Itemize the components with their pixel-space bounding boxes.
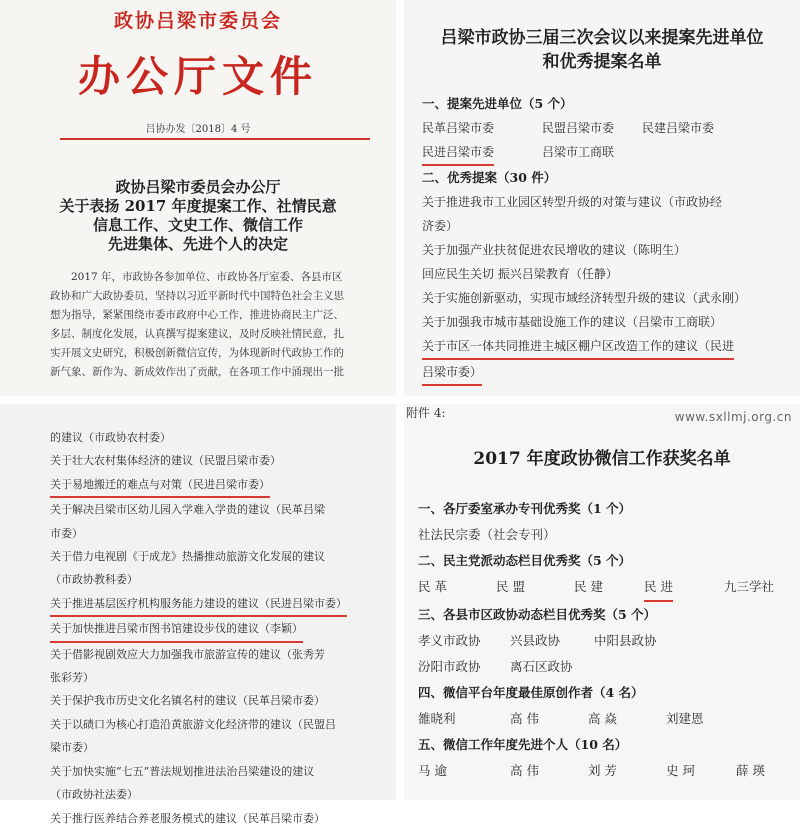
award-row [418, 628, 798, 654]
proposal-item: 的建议（市政协农村委） [50, 431, 171, 444]
unit-row [422, 140, 792, 166]
section-heading: 一、提案先进单位（5 个） [422, 96, 573, 111]
section-heading: 二、优秀提案（30 件） [422, 170, 557, 185]
award-item: 汾阳市政协 [418, 659, 481, 674]
unit-row [422, 116, 792, 140]
proposal-item: 关于借力电视剧《于成龙》热播推动旅游文化发展的建议 [50, 550, 325, 564]
section-heading: 三、各县市区政协动态栏目优秀奖（5 个） [418, 607, 657, 622]
body-line: 想为指导，紧紧围绕市委市政府中心工作，推进协商民主广泛、 [50, 309, 344, 321]
document-header: 办公厅文件 [77, 52, 318, 101]
award-list [418, 496, 798, 784]
award-item: 雒晓利 [418, 711, 456, 726]
proposal-item: 关于加快推进吕梁市图书馆建设步伐的建议（李颖） [50, 617, 303, 642]
award-item: 马 逾 [418, 763, 447, 778]
award-item: 民 进 [644, 574, 673, 602]
unit-name: 民建吕梁市委 [642, 121, 715, 135]
decision-body [50, 268, 370, 382]
award-item: 社法民宗委（社会专刊） [418, 527, 556, 542]
document-photo-4 [404, 404, 800, 800]
proposal-item: 吕梁市委） [422, 360, 482, 386]
unit-name: 吕梁市工商联 [542, 145, 615, 159]
proposal-item: 关于借影视剧效应大力加强我市旅游宣传的建议（张秀芳 [50, 647, 325, 661]
section-heading: 一、各厅委室承办专刊优秀奖（1 个） [418, 501, 632, 516]
document-photo-3 [0, 404, 396, 825]
proposal-item: 济委） [422, 219, 459, 233]
proposal-item: 关于易地搬迁的难点与对策（民进吕梁市委） [50, 473, 270, 498]
body-line: 2017 年，市政协各参加单位、市政协各厅室委、各县市区 [71, 271, 343, 283]
award-item: 刘 芳 [588, 763, 617, 778]
proposal-item: 关于推进我市工业园区转型升级的对策与建议（市政协经 [422, 195, 723, 209]
body-line: 多层、制度化发展，认真撰写提案建议，及时反映社情民意，扎 [50, 328, 344, 340]
proposal-item: 回应民生关切 振兴吕梁教育（任静） [422, 267, 618, 281]
unit-name: 民革吕梁市委 [422, 121, 495, 135]
document-photo-1 [0, 0, 396, 396]
red-divider [60, 138, 370, 140]
title-line: 信息工作、文史工作、微信工作 [92, 216, 303, 234]
award-item: 民 盟 [496, 579, 525, 594]
body-line: 政协和广大政协委员，坚持以习近平新时代中国特色社会主义思 [50, 290, 344, 302]
section-heading: 四、微信平台年度最佳原创作者（4 名） [418, 685, 644, 700]
award-row [418, 758, 798, 784]
unit-name: 民进吕梁市委 [422, 140, 494, 166]
award-item: 薛 瑛 [736, 763, 765, 778]
award-item: 高 焱 [588, 711, 617, 726]
proposal-item: 关于解决吕梁市区幼儿园入学难入学贵的建议（民革吕梁 [50, 503, 325, 517]
award-item: 史 珂 [666, 763, 695, 778]
proposal-item: 市委） [50, 526, 83, 540]
award-row [418, 654, 798, 680]
body-line: 实开展文史研究，积极创新微信宣传，为体现新时代政协工作的 [50, 347, 344, 359]
section-heading: 五、微信工作年度先进个人（10 名） [418, 737, 628, 752]
award-item: 刘建恩 [666, 711, 704, 726]
proposal-item: 关于保护我市历史文化名镇名村的建议（民革吕梁市委） [50, 694, 325, 708]
award-row [418, 706, 798, 732]
award-item: 民 革 [418, 579, 447, 594]
title-line: 关于表扬 2017 年度提案工作、社情民意 [59, 197, 337, 215]
award-item: 中阳县政协 [594, 633, 657, 648]
watermark-text: www.sxllmj.org.cn [674, 410, 792, 424]
title-line: 先进集体、先进个人的决定 [107, 235, 288, 253]
proposal-item: 关于壮大农村集体经济的建议（民盟吕梁市委） [50, 454, 281, 468]
document-number: 吕协办发〔2018〕4 号 [145, 124, 251, 135]
document-photo-2 [404, 0, 800, 396]
issuing-organization: 政协吕梁市委员会 [113, 10, 282, 32]
proposal-item: 关于加强我市城市基础设施工作的建议（吕梁市工商联） [422, 315, 723, 329]
award-item: 离石区政协 [510, 659, 573, 674]
award-item: 民 建 [574, 579, 603, 594]
proposal-item: 关于以碛口为核心打造沿黄旅游文化经济带的建议（民盟吕 [50, 717, 336, 731]
proposal-item: 关于加强产业扶贫促进农民增收的建议（陈明生） [422, 243, 687, 257]
proposal-item: 关于推行医养结合养老服务模式的建议（民革吕梁市委） [50, 811, 325, 825]
award-item: 孝义市政协 [418, 633, 481, 648]
attachment-label: 附件 4: [406, 406, 446, 420]
proposal-list-continued [50, 426, 390, 830]
proposal-item: 关于加快实施“七五”普法规划推进法治吕梁建设的建议 [50, 764, 315, 778]
award-item: 高 伟 [510, 711, 539, 726]
title-line: 和优秀提案名单 [542, 52, 662, 72]
decision-title [0, 178, 396, 254]
award-item: 九三学社 [724, 579, 775, 594]
award-item: 高 伟 [510, 763, 539, 778]
unit-name: 民盟吕梁市委 [542, 121, 615, 135]
proposal-item: 关于市区一体共同推进主城区棚户区改造工作的建议（民进 [422, 334, 734, 360]
award-row [418, 574, 798, 602]
title-line: 吕梁市政协三届三次会议以来提案先进单位 [440, 28, 764, 48]
proposal-item: （市政协社法委） [50, 788, 138, 802]
body-line: 新气象、新作为、新成效作出了贡献，在各项工作中涌现出一批 [50, 366, 344, 378]
section-heading: 二、民主党派动态栏目优秀奖（5 个） [418, 553, 632, 568]
title-line: 政协吕梁市委员会办公厅 [115, 178, 281, 196]
proposal-item: 梁市委） [50, 741, 94, 755]
award-list-title: 2017 年度政协微信工作获奖名单 [473, 449, 731, 469]
list-title [404, 26, 800, 74]
proposal-item: 关于推进基层医疗机构服务能力建设的建议（民进吕梁市委） [50, 592, 347, 617]
proposal-item: 张彩芳） [50, 671, 94, 685]
panel-separator-horizontal [0, 396, 800, 404]
proposal-item: （市政协教科委） [50, 573, 138, 587]
proposal-list [422, 92, 792, 386]
award-item: 兴县政协 [510, 633, 561, 648]
proposal-item: 关于实施创新驱动，实现市域经济转型升级的建议（武永刚） [422, 291, 747, 305]
